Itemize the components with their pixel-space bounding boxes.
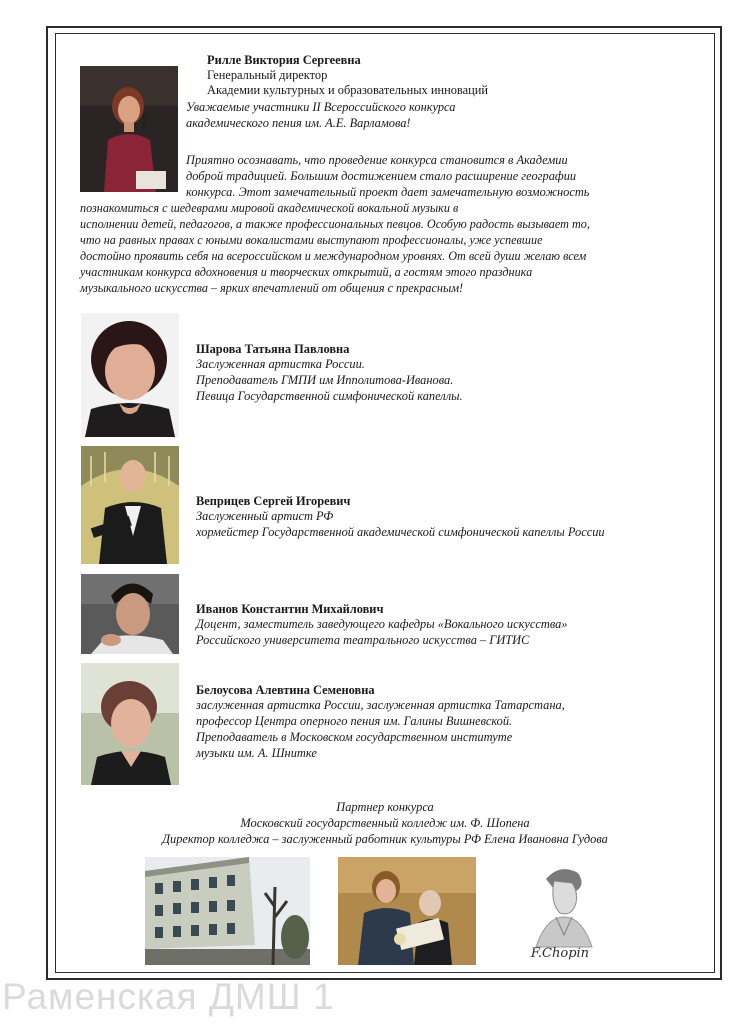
body-line: музыкального искусства – ярких впечатлений от общения с прекрасным! <box>80 281 464 295</box>
rille-body-a <box>186 152 589 200</box>
photo-college-building <box>145 857 310 965</box>
photo-belousova <box>81 663 179 785</box>
jury-detail-line: Преподаватель ГМПИ им Ипполитова-Иванова. <box>196 373 454 387</box>
partner-heading: Партнер конкурса <box>336 800 434 814</box>
rille-greeting <box>186 99 455 131</box>
body-line: доброй традицией. Большим достижением стало расширение географии <box>186 169 577 183</box>
greeting-line: академического пения им. А.Е. Варламова! <box>186 116 411 130</box>
jury-details <box>196 356 463 404</box>
greeting-line: Уважаемые участники II Всероссийского конкурса <box>186 100 456 114</box>
jury-name: Белоусова Алевтина Семеновна <box>196 683 375 697</box>
jury-name: Иванов Константин Михайлович <box>196 602 384 616</box>
jury-detail-line: Певица Государственной симфонической капеллы. <box>196 389 463 403</box>
chopin-signature: F.Chopin <box>530 946 590 961</box>
jury-detail-line: Заслуженная артистка России. <box>196 357 365 371</box>
body-line: достойно проявить себя на всероссийском и международном уровнях. От всей души желаю всем <box>80 249 587 263</box>
partner-director: Директор колледжа – заслуженный работник культуры РФ Елена Ивановна Гудова <box>162 832 608 846</box>
photo-sharova <box>81 313 179 437</box>
photo-rille <box>80 66 178 192</box>
jury-detail-line: музыки им. А. Шнитке <box>196 746 317 760</box>
jury-detail-line: хормейстер Государственной академической симфонической капеллы России <box>196 525 605 539</box>
body-line: Приятно осознавать, что проведение конкурса становится в Академии <box>186 153 568 167</box>
jury-detail-line: Заслуженный артист РФ <box>196 509 334 523</box>
jury-detail-line: заслуженная артистка России, заслуженная артистка Татарстана, <box>196 698 565 712</box>
jury-detail-line: Российского университета театрального искусства – ГИТИС <box>196 633 530 647</box>
rille-body-b <box>80 200 590 296</box>
jury-details <box>196 508 605 540</box>
body-line: исполнении детей, педагогов, а также профессиональных певцов. Особую радость вызывает то, <box>80 217 590 231</box>
jury-details <box>196 616 568 648</box>
rille-title-2: Академии культурных и образовательных инноваций <box>207 83 489 97</box>
jury-detail-line: профессор Центра оперного пения им. Галины Вишневской. <box>196 714 513 728</box>
jury-details <box>196 697 565 761</box>
jury-name: Шарова Татьяна Павловна <box>196 342 350 356</box>
body-line: что на равных правах с юными вокалистами выступают профессионалы, уже успевшие <box>80 233 543 247</box>
partner-college: Московский государственный колледж им. Ф. Шопена <box>240 816 530 830</box>
photo-chopin-portrait <box>516 857 611 965</box>
body-line: конкурса. Этот замечательный проект дает замечательную возможность <box>186 185 590 199</box>
body-line: участникам конкурса вдохновения и творческих открытий, а гостям этого праздника <box>80 265 533 279</box>
watermark: Раменская ДМШ 1 <box>2 976 335 1017</box>
body-line: познакомиться с шедеврами мировой академической вокальной музыки в <box>80 201 459 215</box>
jury-detail-line: Преподаватель в Московском государственном институте <box>196 730 513 744</box>
jury-name: Веприцев Сергей Игоревич <box>196 494 351 508</box>
photo-ivanov <box>81 574 179 654</box>
rille-title-1: Генеральный директор <box>207 68 328 82</box>
rille-name: Рилле Виктория Сергеевна <box>207 53 361 67</box>
photo-award-ceremony <box>338 857 476 965</box>
photo-vepritsev <box>81 446 179 564</box>
jury-detail-line: Доцент, заместитель заведующего кафедры «Вокального искусства» <box>196 617 568 631</box>
